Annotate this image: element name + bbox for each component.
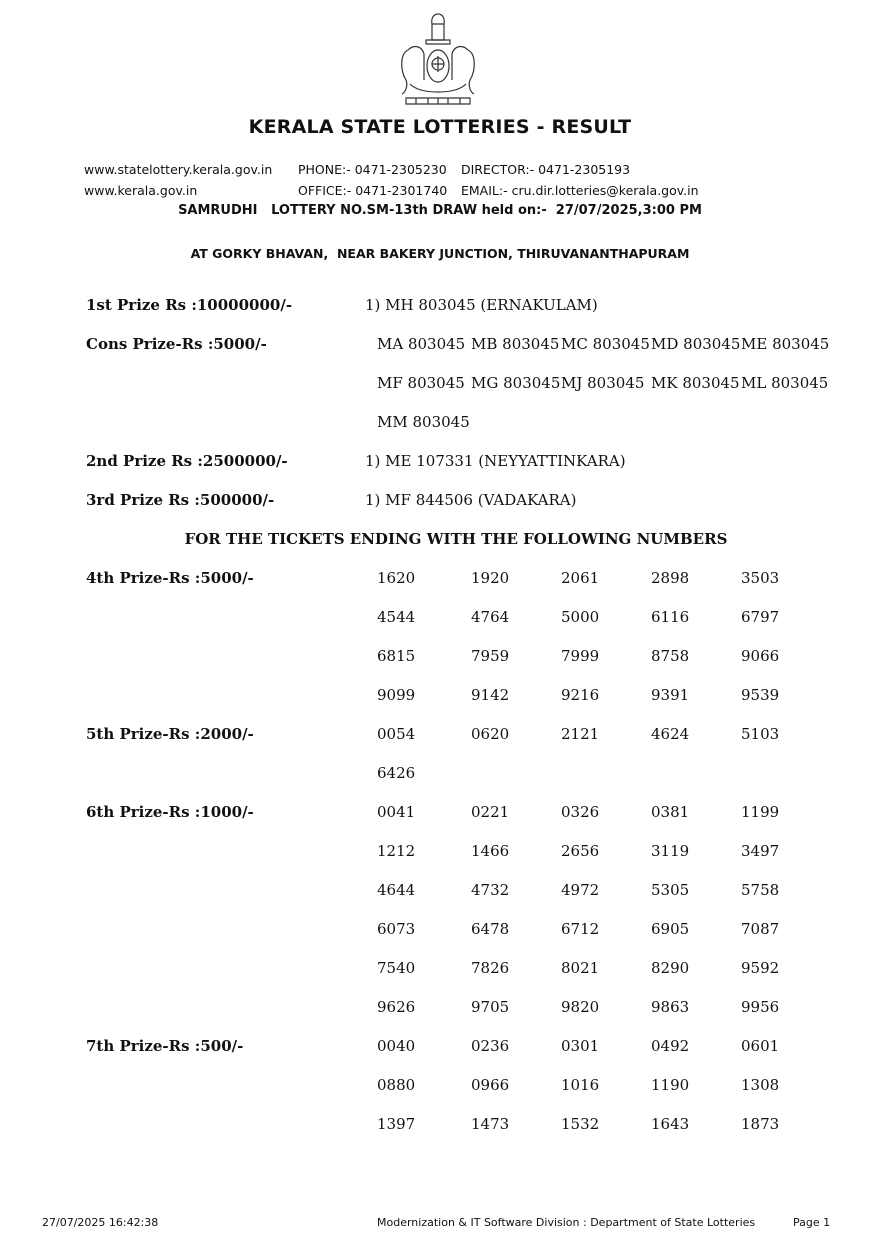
winning-number: 8758 — [651, 647, 690, 665]
winning-number: 2121 — [561, 725, 600, 743]
winning-number: 1397 — [377, 1115, 416, 1133]
winning-number: 0221 — [471, 803, 510, 821]
winning-number: 0040 — [377, 1037, 416, 1055]
kerala-emblem-icon — [396, 10, 480, 108]
email-address[interactable]: EMAIL:- cru.dir.lotteries@kerala.gov.in — [461, 183, 699, 198]
winning-number: 9066 — [741, 647, 780, 665]
ending-prize-label: 5th Prize-Rs :2000/- — [86, 725, 254, 743]
footer-page-number: Page 1 — [793, 1216, 831, 1229]
winning-number: 4972 — [561, 881, 600, 899]
footer-division: Modernization & IT Software Division : Department of State Lotteries — [377, 1216, 756, 1229]
winning-number: 0301 — [561, 1037, 600, 1055]
winning-number: 1620 — [377, 569, 416, 587]
cons-ticket-number: ME 803045 — [741, 335, 830, 353]
winning-number: 1016 — [561, 1076, 600, 1094]
winning-number: 1199 — [741, 803, 780, 821]
winning-number: 7959 — [471, 647, 510, 665]
cons-prize-label: Cons Prize-Rs :5000/- — [86, 335, 267, 353]
second-prize-label: 2nd Prize Rs :2500000/- — [86, 452, 288, 470]
winning-number: 9705 — [471, 998, 510, 1016]
winning-number: 1873 — [741, 1115, 780, 1133]
director-phone: DIRECTOR:- 0471-2305193 — [461, 162, 631, 177]
winning-number: 6073 — [377, 920, 416, 938]
winning-number: 0601 — [741, 1037, 780, 1055]
winning-number: 4544 — [377, 608, 416, 626]
winning-number: 6116 — [651, 608, 690, 626]
winning-number: 5103 — [741, 725, 780, 743]
winning-number: 2898 — [651, 569, 690, 587]
winning-number: 7087 — [741, 920, 780, 938]
winning-number: 2656 — [561, 842, 600, 860]
winning-number: 1190 — [651, 1076, 690, 1094]
draw-venue: AT GORKY BHAVAN, NEAR BAKERY JUNCTION, THIRUVANANTHAPURAM — [190, 246, 690, 261]
ending-prize-label: 7th Prize-Rs :500/- — [86, 1037, 244, 1055]
winning-number: 3503 — [741, 569, 780, 587]
winning-number: 0381 — [651, 803, 690, 821]
winning-number: 6815 — [377, 647, 416, 665]
winning-number: 0236 — [471, 1037, 510, 1055]
first-prize-value: 1) MH 803045 (ERNAKULAM) — [365, 296, 598, 314]
winning-number: 2061 — [561, 569, 600, 587]
winning-number: 1643 — [651, 1115, 690, 1133]
website-link-2[interactable]: www.kerala.gov.in — [84, 183, 198, 198]
winning-number: 1532 — [561, 1115, 600, 1133]
winning-number: 0054 — [377, 725, 416, 743]
winning-number: 9216 — [561, 686, 600, 704]
winning-number: 9142 — [471, 686, 510, 704]
draw-info: SAMRUDHI LOTTERY NO.SM-13th DRAW held on:- 27/07/2025,3:00 PM — [178, 203, 702, 218]
winning-number: 8021 — [561, 959, 600, 977]
office-phone: OFFICE:- 0471-2301740 — [298, 183, 448, 198]
winning-number: 6426 — [377, 764, 416, 782]
winning-number: 4644 — [377, 881, 416, 899]
cons-ticket-number: ML 803045 — [741, 374, 829, 392]
cons-ticket-number: MA 803045 — [377, 335, 466, 353]
winning-number: 4764 — [471, 608, 510, 626]
winning-number: 9626 — [377, 998, 416, 1016]
winning-number: 7826 — [471, 959, 510, 977]
winning-number: 0492 — [651, 1037, 690, 1055]
cons-ticket-number: MB 803045 — [471, 335, 560, 353]
cons-ticket-number: MG 803045 — [471, 374, 561, 392]
winning-number: 9592 — [741, 959, 780, 977]
winning-number: 4732 — [471, 881, 510, 899]
third-prize-value: 1) MF 844506 (VADAKARA) — [365, 491, 577, 509]
cons-ticket-number: MD 803045 — [651, 335, 741, 353]
winning-number: 9099 — [377, 686, 416, 704]
ending-prize-label: 4th Prize-Rs :5000/- — [86, 569, 254, 587]
winning-number: 0880 — [377, 1076, 416, 1094]
second-prize-value: 1) ME 107331 (NEYYATTINKARA) — [365, 452, 626, 470]
cons-ticket-number: MF 803045 — [377, 374, 465, 392]
cons-ticket-number: MJ 803045 — [561, 374, 645, 392]
winning-number: 5758 — [741, 881, 780, 899]
cons-ticket-number: MK 803045 — [651, 374, 740, 392]
winning-number: 7999 — [561, 647, 600, 665]
ending-prize-label: 6th Prize-Rs :1000/- — [86, 803, 254, 821]
winning-number: 3119 — [651, 842, 690, 860]
winning-number: 9391 — [651, 686, 690, 704]
winning-number: 1308 — [741, 1076, 780, 1094]
winning-number: 9820 — [561, 998, 600, 1016]
winning-number: 5000 — [561, 608, 600, 626]
winning-number: 6905 — [651, 920, 690, 938]
winning-number: 3497 — [741, 842, 780, 860]
winning-number: 5305 — [651, 881, 690, 899]
winning-number: 0326 — [561, 803, 600, 821]
winning-number: 9956 — [741, 998, 780, 1016]
ending-numbers-heading: FOR THE TICKETS ENDING WITH THE FOLLOWING NUMBERS — [184, 530, 728, 548]
winning-number: 1473 — [471, 1115, 510, 1133]
third-prize-label: 3rd Prize Rs :500000/- — [86, 491, 275, 509]
first-prize-label: 1st Prize Rs :10000000/- — [86, 296, 293, 314]
phone-number: PHONE:- 0471-2305230 — [298, 162, 447, 177]
cons-ticket-number: MM 803045 — [377, 413, 470, 431]
winning-number: 6478 — [471, 920, 510, 938]
winning-number: 0620 — [471, 725, 510, 743]
winning-number: 4624 — [651, 725, 690, 743]
page-title: KERALA STATE LOTTERIES - RESULT — [248, 116, 632, 138]
winning-number: 8290 — [651, 959, 690, 977]
footer-timestamp: 27/07/2025 16:42:38 — [42, 1216, 159, 1229]
winning-number: 6797 — [741, 608, 780, 626]
winning-number: 9539 — [741, 686, 780, 704]
winning-number: 1212 — [377, 842, 416, 860]
winning-number: 7540 — [377, 959, 416, 977]
website-link-1[interactable]: www.statelottery.kerala.gov.in — [84, 162, 273, 177]
winning-number: 9863 — [651, 998, 690, 1016]
winning-number: 0041 — [377, 803, 416, 821]
winning-number: 1466 — [471, 842, 510, 860]
winning-number: 0966 — [471, 1076, 510, 1094]
cons-ticket-number: MC 803045 — [561, 335, 650, 353]
winning-number: 1920 — [471, 569, 510, 587]
winning-number: 6712 — [561, 920, 600, 938]
